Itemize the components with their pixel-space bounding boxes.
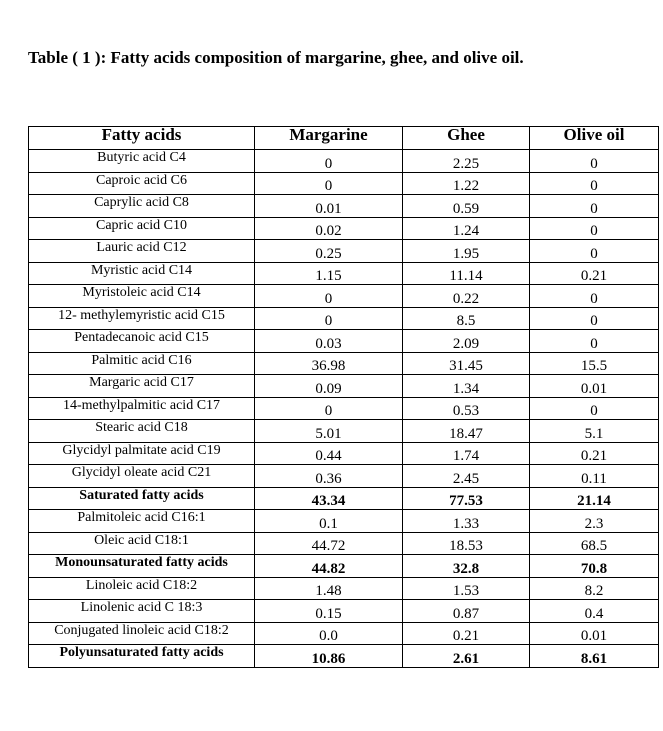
fatty-acid-name: 12- methylemyristic acid C15 — [29, 307, 255, 330]
margarine-value: 1.15 — [255, 262, 403, 285]
margarine-value: 0 — [255, 150, 403, 173]
fatty-acid-name: Linoleic acid C18:2 — [29, 577, 255, 600]
fatty-acid-name: Oleic acid C18:1 — [29, 532, 255, 555]
ghee-value: 1.95 — [403, 240, 530, 263]
table-row — [29, 442, 659, 465]
table-body — [29, 150, 659, 668]
table-row — [29, 330, 659, 353]
ghee-value: 0.53 — [403, 397, 530, 420]
margarine-value: 0.15 — [255, 600, 403, 623]
table-row — [29, 577, 659, 600]
olive-oil-value: 0.01 — [530, 622, 659, 645]
fatty-acid-name: Linolenic acid C 18:3 — [29, 600, 255, 623]
fatty-acid-name: Butyric acid C4 — [29, 150, 255, 173]
ghee-value: 1.53 — [403, 577, 530, 600]
ghee-value: 8.5 — [403, 307, 530, 330]
ghee-value: 0.59 — [403, 195, 530, 218]
table-row — [29, 420, 659, 443]
fatty-acid-name: Glycidyl palmitate acid C19 — [29, 442, 255, 465]
table-row — [29, 645, 659, 668]
margarine-value: 10.86 — [255, 645, 403, 668]
olive-oil-value: 0.11 — [530, 465, 659, 488]
table-caption: Table ( 1 ): Fatty acids composition of margarine, ghee, and olive oil. — [28, 48, 524, 67]
table-row — [29, 307, 659, 330]
olive-oil-value: 0 — [530, 285, 659, 308]
fatty-acid-name: Palmitoleic acid C16:1 — [29, 510, 255, 533]
fatty-acid-name: Saturated fatty acids — [29, 487, 255, 510]
fatty-acid-name: Capric acid C10 — [29, 217, 255, 240]
olive-oil-value: 0 — [530, 217, 659, 240]
table-row — [29, 397, 659, 420]
ghee-value: 0.21 — [403, 622, 530, 645]
ghee-value: 1.22 — [403, 172, 530, 195]
table-row — [29, 352, 659, 375]
ghee-value: 77.53 — [403, 487, 530, 510]
margarine-value: 0 — [255, 172, 403, 195]
olive-oil-value: 2.3 — [530, 510, 659, 533]
ghee-value: 11.14 — [403, 262, 530, 285]
ghee-value: 1.74 — [403, 442, 530, 465]
ghee-value: 0.22 — [403, 285, 530, 308]
fatty-acid-name: Myristic acid C14 — [29, 262, 255, 285]
fatty-acid-name: Glycidyl oleate acid C21 — [29, 465, 255, 488]
table-row — [29, 195, 659, 218]
ghee-value: 31.45 — [403, 352, 530, 375]
olive-oil-value: 0.4 — [530, 600, 659, 623]
margarine-value: 0.1 — [255, 510, 403, 533]
olive-oil-value: 68.5 — [530, 532, 659, 555]
ghee-value: 18.53 — [403, 532, 530, 555]
ghee-value: 32.8 — [403, 555, 530, 578]
header-olive-oil: Olive oil — [530, 127, 659, 150]
table-row — [29, 600, 659, 623]
table-row — [29, 240, 659, 263]
ghee-value: 2.09 — [403, 330, 530, 353]
table-row — [29, 510, 659, 533]
table-row — [29, 465, 659, 488]
margarine-value: 0.02 — [255, 217, 403, 240]
table-row — [29, 487, 659, 510]
margarine-value: 0 — [255, 285, 403, 308]
header-margarine: Margarine — [255, 127, 403, 150]
table-row — [29, 532, 659, 555]
table-row — [29, 150, 659, 173]
ghee-value: 1.33 — [403, 510, 530, 533]
fatty-acids-table — [28, 126, 659, 668]
fatty-acid-name: Caprylic acid C8 — [29, 195, 255, 218]
table-row — [29, 375, 659, 398]
margarine-value: 5.01 — [255, 420, 403, 443]
margarine-value: 0.44 — [255, 442, 403, 465]
header-fatty-acids: Fatty acids — [29, 127, 255, 150]
margarine-value: 0.25 — [255, 240, 403, 263]
olive-oil-value: 0.01 — [530, 375, 659, 398]
olive-oil-value: 15.5 — [530, 352, 659, 375]
fatty-acid-name: Caproic acid C6 — [29, 172, 255, 195]
fatty-acid-name: Stearic acid C18 — [29, 420, 255, 443]
fatty-acid-name: Palmitic acid C16 — [29, 352, 255, 375]
olive-oil-value: 70.8 — [530, 555, 659, 578]
olive-oil-value: 0.21 — [530, 442, 659, 465]
margarine-value: 0 — [255, 397, 403, 420]
margarine-value: 36.98 — [255, 352, 403, 375]
olive-oil-value: 0 — [530, 195, 659, 218]
olive-oil-value: 0.21 — [530, 262, 659, 285]
olive-oil-value: 0 — [530, 330, 659, 353]
table-row — [29, 172, 659, 195]
ghee-value: 2.25 — [403, 150, 530, 173]
olive-oil-value: 0 — [530, 172, 659, 195]
olive-oil-value: 5.1 — [530, 420, 659, 443]
olive-oil-value: 0 — [530, 240, 659, 263]
ghee-value: 0.87 — [403, 600, 530, 623]
margarine-value: 0.36 — [255, 465, 403, 488]
table-row — [29, 262, 659, 285]
fatty-acid-name: Monounsaturated fatty acids — [29, 555, 255, 578]
header-row — [29, 127, 659, 150]
olive-oil-value: 0 — [530, 150, 659, 173]
ghee-value: 2.45 — [403, 465, 530, 488]
olive-oil-value: 21.14 — [530, 487, 659, 510]
margarine-value: 44.82 — [255, 555, 403, 578]
margarine-value: 0.09 — [255, 375, 403, 398]
margarine-value: 43.34 — [255, 487, 403, 510]
fatty-acid-name: Polyunsaturated fatty acids — [29, 645, 255, 668]
margarine-value: 44.72 — [255, 532, 403, 555]
margarine-value: 0.01 — [255, 195, 403, 218]
table-row — [29, 555, 659, 578]
fatty-acid-name: Lauric acid C12 — [29, 240, 255, 263]
ghee-value: 1.24 — [403, 217, 530, 240]
olive-oil-value: 0 — [530, 307, 659, 330]
header-ghee: Ghee — [403, 127, 530, 150]
margarine-value: 0.03 — [255, 330, 403, 353]
fatty-acid-name: Conjugated linoleic acid C18:2 — [29, 622, 255, 645]
margarine-value: 0 — [255, 307, 403, 330]
ghee-value: 18.47 — [403, 420, 530, 443]
table-row — [29, 217, 659, 240]
fatty-acid-name: Myristoleic acid C14 — [29, 285, 255, 308]
table-row — [29, 285, 659, 308]
table-row — [29, 622, 659, 645]
ghee-value: 2.61 — [403, 645, 530, 668]
olive-oil-value: 8.61 — [530, 645, 659, 668]
fatty-acid-name: 14-methylpalmitic acid C17 — [29, 397, 255, 420]
olive-oil-value: 8.2 — [530, 577, 659, 600]
margarine-value: 1.48 — [255, 577, 403, 600]
margarine-value: 0.0 — [255, 622, 403, 645]
fatty-acid-name: Margaric acid C17 — [29, 375, 255, 398]
ghee-value: 1.34 — [403, 375, 530, 398]
olive-oil-value: 0 — [530, 397, 659, 420]
fatty-acid-name: Pentadecanoic acid C15 — [29, 330, 255, 353]
